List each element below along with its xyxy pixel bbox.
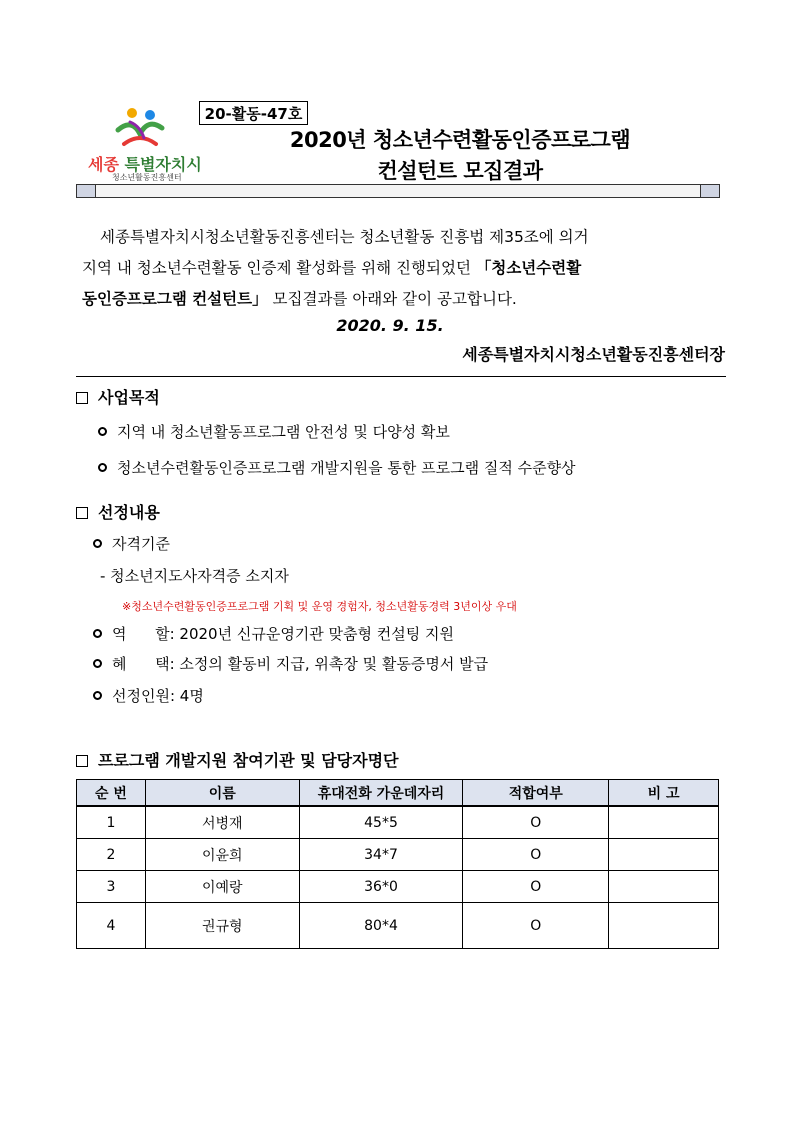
sejong-logo-icon bbox=[110, 104, 170, 152]
cell-remarks bbox=[609, 903, 719, 949]
table-row bbox=[77, 871, 719, 903]
intro-line-3-bold: 동인증프로그램 컨설턴트」 bbox=[82, 290, 268, 308]
qualification-label bbox=[93, 533, 170, 554]
header-remarks: 비 고 bbox=[609, 780, 719, 807]
cell-number: 3 bbox=[77, 871, 146, 903]
section-selection-title-text: 선정내용 bbox=[98, 503, 160, 522]
roster-table bbox=[76, 779, 719, 949]
cell-phone: 34*7 bbox=[299, 839, 463, 871]
header-number: 순 번 bbox=[77, 780, 146, 807]
table-row bbox=[77, 903, 719, 949]
preference-note: ※청소년수련활동인증프로그램 기획 및 운영 경험자, 청소년활동경력 3년이상 우대 bbox=[122, 600, 517, 613]
intro-line-2-text: 지역 내 청소년수련활동 인증제 활성화를 위해 진행되었던 bbox=[82, 259, 471, 277]
page-title-line1: 2020년 청소년수련활동인증프로그램 bbox=[289, 128, 631, 152]
section-roster-title-text: 프로그램 개발지원 참여기관 및 담당자명단 bbox=[98, 751, 399, 770]
intro-line-3 bbox=[82, 284, 722, 315]
cell-name: 권규형 bbox=[145, 903, 299, 949]
circle-bullet-icon bbox=[93, 539, 102, 548]
divider-line bbox=[76, 376, 726, 377]
circle-bullet-icon bbox=[98, 427, 107, 436]
cell-number: 4 bbox=[77, 903, 146, 949]
circle-bullet-icon bbox=[93, 659, 102, 668]
table-row bbox=[77, 839, 719, 871]
purpose-item-text: 지역 내 청소년활동프로그램 안전성 및 다양성 확보 bbox=[117, 423, 450, 441]
cell-eligibility: O bbox=[463, 871, 609, 903]
purpose-item bbox=[98, 457, 576, 478]
section-purpose-title bbox=[76, 385, 160, 408]
benefit-item bbox=[93, 653, 488, 674]
cell-number: 1 bbox=[77, 806, 146, 839]
cell-phone: 45*5 bbox=[299, 806, 463, 839]
issuing-organization: 세종특별자치시청소년활동진흥센터장 bbox=[462, 345, 725, 364]
cell-eligibility: O bbox=[463, 839, 609, 871]
header-name: 이름 bbox=[145, 780, 299, 807]
purpose-item bbox=[98, 421, 450, 442]
circle-bullet-icon bbox=[93, 629, 102, 638]
cell-name: 서병재 bbox=[145, 806, 299, 839]
square-bullet-icon bbox=[76, 507, 88, 519]
cell-name: 이예랑 bbox=[145, 871, 299, 903]
header-phone: 휴대전화 가운데자리 bbox=[299, 780, 463, 807]
table-header-row bbox=[77, 780, 719, 807]
role-item-text: 역 할: 2020년 신규운영기관 맞춤형 컨설팅 지원 bbox=[112, 625, 455, 643]
sejong-logo bbox=[84, 104, 204, 182]
qualification-label-text: 자격기준 bbox=[112, 535, 170, 553]
purpose-item-text: 청소년수련활동인증프로그램 개발지원을 통한 프로그램 질적 수준향상 bbox=[117, 459, 576, 477]
qualification-item: - 청소년지도사자격증 소지자 bbox=[100, 567, 289, 585]
section-purpose-title-text: 사업목적 bbox=[98, 388, 160, 407]
cell-phone: 36*0 bbox=[299, 871, 463, 903]
count-item bbox=[93, 685, 204, 706]
bar-left-block bbox=[77, 185, 96, 197]
intro-line-3-text: 모집결과를 아래와 같이 공고합니다. bbox=[267, 290, 517, 308]
role-item bbox=[93, 623, 454, 644]
cell-eligibility: O bbox=[463, 903, 609, 949]
cell-remarks bbox=[609, 871, 719, 903]
intro-paragraph bbox=[82, 222, 722, 315]
square-bullet-icon bbox=[76, 755, 88, 767]
square-bullet-icon bbox=[76, 392, 88, 404]
section-selection-title bbox=[76, 500, 160, 523]
header-divider-bar bbox=[76, 184, 720, 198]
logo-subtext: 청소년활동진흥센터 bbox=[112, 173, 182, 182]
count-item-text: 선정인원: 4명 bbox=[112, 687, 204, 705]
cell-remarks bbox=[609, 839, 719, 871]
benefit-item-text: 혜 택: 소정의 활동비 지급, 위촉장 및 활동증명서 발급 bbox=[112, 655, 489, 673]
page-title-line2: 컨설턴트 모집결과 bbox=[377, 159, 543, 183]
cell-eligibility: O bbox=[463, 806, 609, 839]
logo-rest-text: 특별자치시 bbox=[124, 155, 202, 174]
intro-line-2 bbox=[82, 253, 722, 284]
table-row bbox=[77, 806, 719, 839]
intro-line-2-bold: 「청소년수련활 bbox=[475, 259, 582, 277]
header-eligibility: 적합여부 bbox=[463, 780, 609, 807]
circle-bullet-icon bbox=[98, 463, 107, 472]
intro-line-1: 세종특별자치시청소년활동진흥센터는 청소년활동 진흥법 제35조에 의거 bbox=[100, 228, 589, 246]
section-roster-title bbox=[76, 748, 399, 771]
cell-phone: 80*4 bbox=[299, 903, 463, 949]
cell-number: 2 bbox=[77, 839, 146, 871]
bar-right-block bbox=[700, 185, 719, 197]
circle-bullet-icon bbox=[93, 691, 102, 700]
cell-name: 이윤희 bbox=[145, 839, 299, 871]
cell-remarks bbox=[609, 806, 719, 839]
document-number: 20-활동-47호 bbox=[199, 101, 308, 125]
logo-accent-text: 세종 bbox=[88, 155, 119, 174]
announcement-date: 2020. 9. 15. bbox=[336, 316, 444, 335]
